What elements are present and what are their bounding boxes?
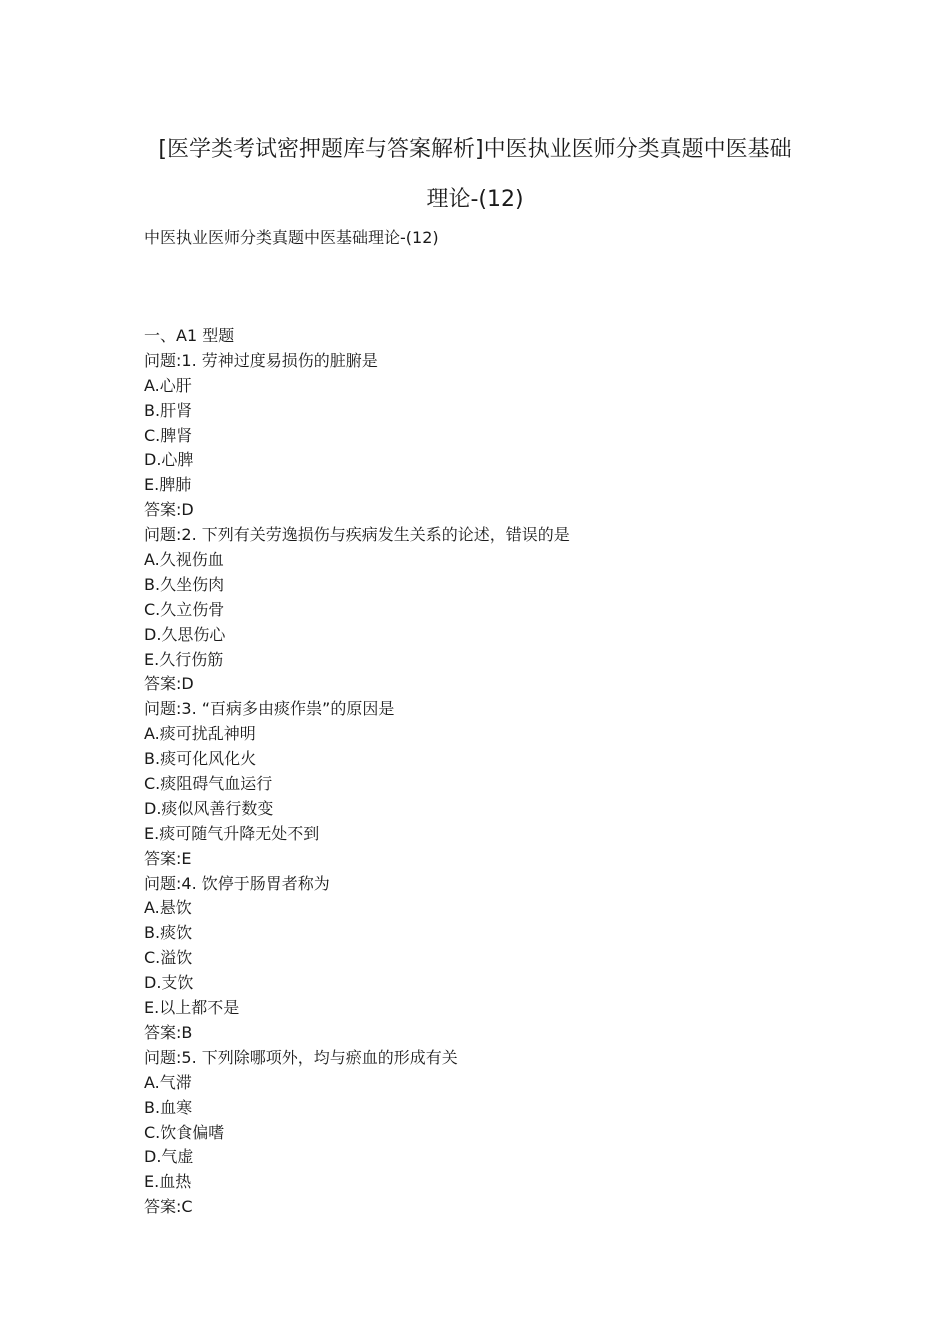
option-b: B.痰可化风化火 (144, 749, 257, 769)
document-subtitle: 中医执业医师分类真题中医基础理论-(12) (144, 228, 439, 247)
question-stem: 问题:2. 下列有关劳逸损伤与疾病发生关系的论述，错误的是 (144, 525, 570, 545)
answer-line: 答案:C (144, 1197, 193, 1217)
question-block-4 (144, 872, 844, 1046)
option-e: E.脾肺 (144, 475, 192, 495)
option-e: E.血热 (144, 1172, 192, 1192)
question-stem: 问题:5. 下列除哪项外，均与瘀血的形成有关 (144, 1047, 458, 1067)
option-b: B.痰饮 (144, 923, 193, 943)
option-b: B.肝肾 (144, 400, 193, 420)
question-block-1 (144, 349, 844, 523)
question-stem: 问题:1. 劳神过度易损伤的脏腑是 (144, 350, 378, 370)
question-stem: 问题:3. “百病多由痰作祟”的原因是 (144, 699, 395, 719)
option-d: D.久思伤心 (144, 624, 226, 644)
answer-line: 答案:B (144, 1022, 193, 1042)
section-heading: 一、A1 型题 (144, 326, 235, 345)
answer-line: 答案:D (144, 674, 194, 694)
option-b: B.血寒 (144, 1097, 193, 1117)
option-d: D.气虚 (144, 1147, 194, 1167)
answer-line: 答案:D (144, 500, 194, 520)
option-a: A.心肝 (144, 375, 192, 395)
option-d: D.支饮 (144, 973, 194, 993)
option-e: E.久行伤筋 (144, 649, 224, 669)
option-d: D.心脾 (144, 450, 194, 470)
option-a: A.气滞 (144, 1072, 192, 1092)
question-list (144, 324, 844, 1220)
question-stem: 问题:4. 饮停于肠胃者称为 (144, 873, 330, 893)
question-block-5 (144, 1046, 844, 1220)
option-d: D.痰似风善行数变 (144, 798, 274, 818)
option-c: C.脾肾 (144, 425, 193, 445)
document-title-line-1: [医学类考试密押题库与答案解析]中医执业医师分类真题中医基础 (158, 137, 792, 162)
option-c: C.溢饮 (144, 948, 193, 968)
option-c: C.痰阻碍气血运行 (144, 774, 273, 794)
question-block-2 (144, 523, 844, 697)
option-e: E.以上都不是 (144, 998, 240, 1018)
option-a: A.久视伤血 (144, 550, 224, 570)
question-block-3 (144, 697, 844, 871)
option-a: A.悬饮 (144, 898, 192, 918)
option-a: A.痰可扰乱神明 (144, 724, 256, 744)
option-e: E.痰可随气升降无处不到 (144, 823, 320, 843)
option-c: C.久立伤骨 (144, 599, 225, 619)
option-b: B.久坐伤肉 (144, 574, 225, 594)
answer-line: 答案:E (144, 848, 192, 868)
document-title-line-2: 理论-(12) (426, 187, 524, 212)
option-c: C.饮食偏嗜 (144, 1122, 225, 1142)
